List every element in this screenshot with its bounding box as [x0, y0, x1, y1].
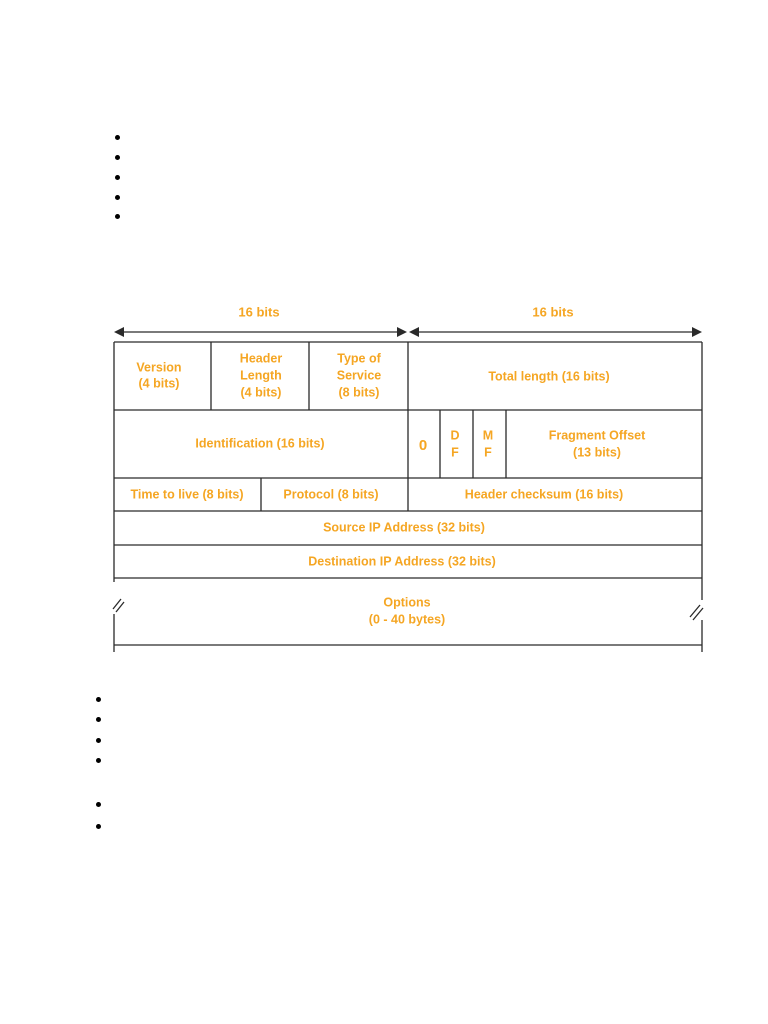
mf-flag-line2: F — [484, 445, 492, 460]
destination-ip-field: Destination IP Address (32 bits) — [308, 554, 496, 569]
type-of-service-field-line3: (8 bits) — [338, 385, 380, 400]
right-width-label: 16 bits — [532, 304, 574, 320]
version-field-line1: Version — [136, 360, 182, 375]
header-checksum-field: Header checksum (16 bits) — [464, 487, 624, 502]
source-ip-field: Source IP Address (32 bits) — [323, 520, 485, 535]
arrowhead-left — [114, 327, 124, 337]
options-field-line1: Options — [383, 595, 431, 610]
fragment-offset-field-line1: Fragment Offset — [548, 428, 646, 443]
header-length-field-line3: (4 bits) — [240, 385, 282, 400]
list-bullet — [96, 802, 101, 807]
version-field-line2: (4 bits) — [138, 376, 180, 391]
identification-field: Identification (16 bits) — [195, 436, 325, 451]
arrowhead-mid-right — [409, 327, 419, 337]
list-bullet — [96, 697, 101, 702]
mf-flag-line1: M — [482, 428, 494, 443]
type-of-service-field-line2: Service — [336, 368, 382, 383]
list-bullet — [96, 824, 101, 829]
type-of-service-field-line1: Type of — [337, 351, 381, 366]
list-bullet — [96, 717, 101, 722]
header-length-field-line2: Length — [240, 368, 282, 383]
ttl-field: Time to live (8 bits) — [130, 487, 244, 502]
df-flag-line1: D — [450, 428, 460, 443]
df-flag-line2: F — [451, 445, 459, 460]
protocol-field: Protocol (8 bits) — [283, 487, 379, 502]
header-length-field-line1: Header — [239, 351, 283, 366]
list-bullet — [96, 758, 101, 763]
reserved-zero-flag: 0 — [418, 436, 428, 454]
total-length-field: Total length (16 bits) — [488, 369, 610, 384]
arrowhead-right — [692, 327, 702, 337]
list-bullet — [96, 738, 101, 743]
options-field-line2: (0 - 40 bytes) — [368, 612, 446, 627]
fragment-offset-field-line2: (13 bits) — [573, 445, 621, 460]
arrowhead-mid-left — [397, 327, 407, 337]
left-width-label: 16 bits — [238, 304, 280, 320]
